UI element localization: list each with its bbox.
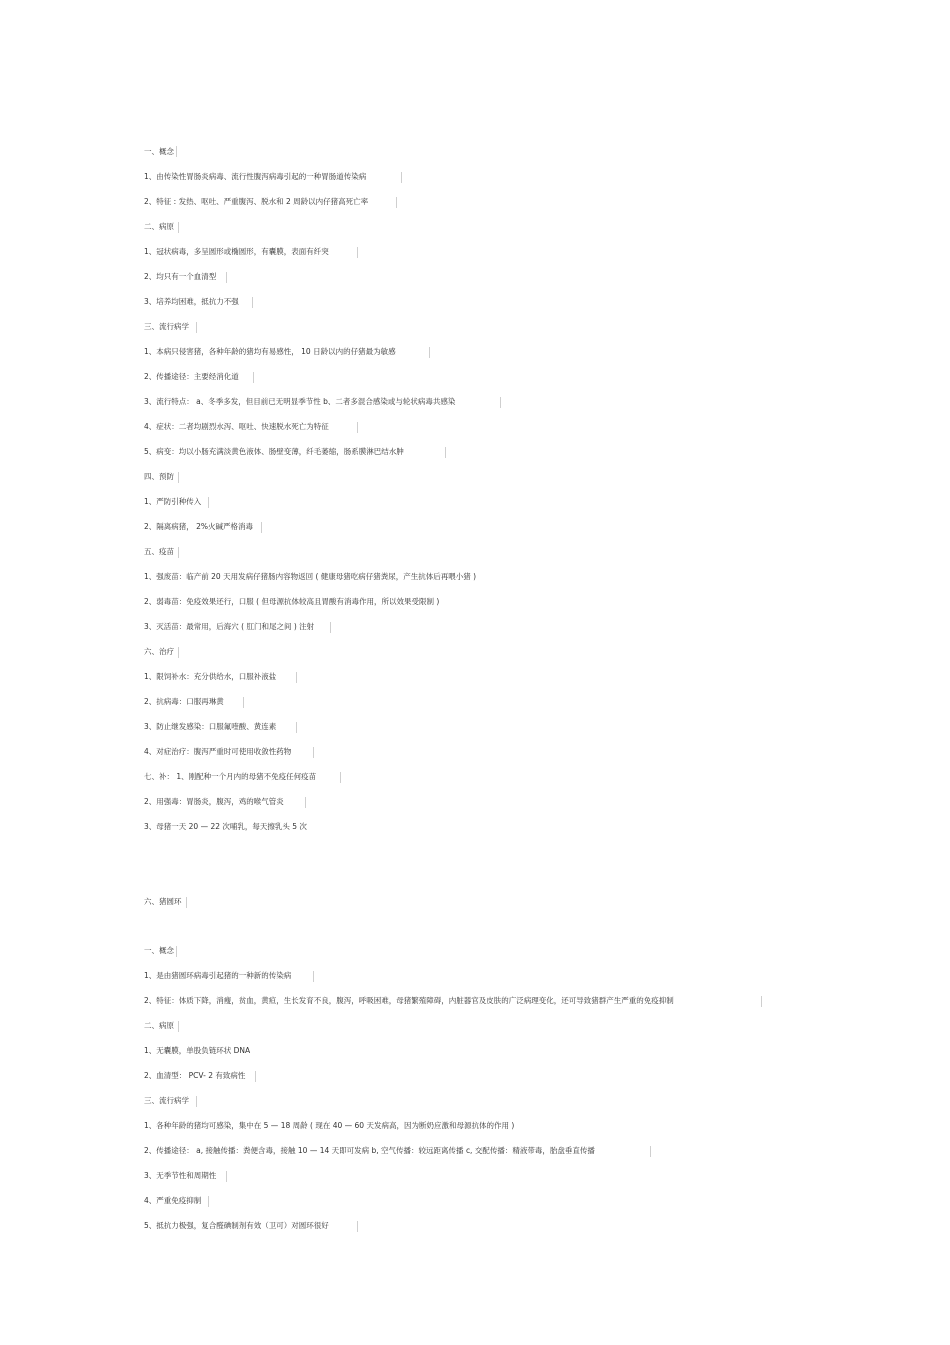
heading-concept: 一、概念 bbox=[144, 946, 174, 955]
text-line: 5、抵抗力极强，复合醛碘制剂有效（卫可）对圆环很好 bbox=[144, 1221, 329, 1230]
text-line: 3、防止继发感染：口服氟喹酸、黄连素 bbox=[144, 722, 277, 731]
text-cursor-mark bbox=[357, 247, 358, 258]
text-line: 2、传播途径：主要经消化道 bbox=[144, 372, 239, 381]
text-line: 2、用强毒：胃肠炎，腹泻，鸡的喉气管炎 bbox=[144, 797, 284, 806]
text-cursor-mark bbox=[208, 497, 209, 508]
text-cursor-mark bbox=[208, 1196, 209, 1207]
text-line: 2、抗病毒：口服再琳黄 bbox=[144, 697, 224, 706]
text-line: 4、症状：二者均剧烈水泻、呕吐、快速脱水死亡为特征 bbox=[144, 422, 329, 431]
text-cursor-mark bbox=[296, 722, 297, 733]
text-line: 1、各种年龄的猪均可感染，集中在 5 — 18 周龄 ( 现在 40 — 60 天发病高，因为断奶应激和母源抗体的作用 ) bbox=[144, 1121, 515, 1130]
text-line: 3、无季节性和周期性 bbox=[144, 1171, 217, 1180]
text-line: 2、血清型： PCV- 2 有致病性 bbox=[144, 1071, 246, 1080]
text-cursor-mark bbox=[313, 971, 314, 982]
text-line: 1、是由猪圆环病毒引起猪的一种新的传染病 bbox=[144, 971, 292, 980]
heading-treatment: 六、治疗 bbox=[144, 647, 174, 656]
text-line: 3、灭活苗：最常用，后海穴 ( 肛门和尾之间 ) 注射 bbox=[144, 622, 315, 631]
heading-pathogen: 二、病原 bbox=[144, 1021, 174, 1030]
text-line: 2、传播途径： a, 接触传播：粪便含毒，接触 10 — 14 天即可发病 b, 空气传播：较远距离传播 c, 交配传播：精液带毒，胎盘垂直传播 bbox=[144, 1146, 595, 1155]
text-cursor-mark bbox=[178, 547, 179, 558]
text-cursor-mark bbox=[196, 1096, 197, 1107]
section-title-porcine-circovirus: 六、猪圆环 bbox=[144, 897, 182, 906]
text-line: 4、严重免疫抑制 bbox=[144, 1196, 202, 1205]
text-line: 1、强废苗：临产前 20 天用发病仔猪肠内容物返回 ( 健康母猪吃病仔猪粪尿，产生抗体后再喂小猪 ) bbox=[144, 572, 477, 581]
heading-vaccine: 五、疫苗 bbox=[144, 547, 174, 556]
text-line: 2、隔离病猪， 2%火碱严格消毒 bbox=[144, 522, 254, 531]
text-cursor-mark bbox=[178, 472, 179, 483]
text-cursor-mark bbox=[445, 447, 446, 458]
text-cursor-mark bbox=[340, 772, 341, 783]
text-line: 1、本病只侵害猪，各种年龄的猪均有易感性， 10 日龄以内的仔猪最为敏感 bbox=[144, 347, 396, 356]
heading-pathogen: 二、病原 bbox=[144, 222, 174, 231]
text-cursor-mark bbox=[226, 272, 227, 283]
text-cursor-mark bbox=[650, 1146, 651, 1157]
text-cursor-mark bbox=[253, 372, 254, 383]
text-line: 3、流行特点： a、冬季多发，但目前已无明显季节性 b、二者多混合感染或与轮状病毒共感染 bbox=[144, 397, 456, 406]
text-cursor-mark bbox=[255, 1071, 256, 1082]
text-cursor-mark bbox=[401, 172, 402, 183]
text-cursor-mark bbox=[396, 197, 397, 208]
text-cursor-mark bbox=[357, 422, 358, 433]
heading-supplement: 七、补： 1、刚配种一个月内的母猪不免疫任何疫苗 bbox=[144, 772, 317, 781]
text-cursor-mark bbox=[178, 1021, 179, 1032]
text-line: 2、弱毒苗：免疫效果还行，口服 ( 但母源抗体较高且胃酸有消毒作用，所以效果受限制 ) bbox=[144, 597, 440, 606]
text-cursor-mark bbox=[761, 996, 762, 1007]
text-line: 2、特征：体质下降，消瘦，贫血，黄疸，生长发育不良，腹泻，呼吸困难，母猪繁殖障碍，内脏器官及皮肤的广泛病理变化，还可导致猪群产生严重的免疫抑制 bbox=[144, 996, 674, 1005]
text-cursor-mark bbox=[429, 347, 430, 358]
text-cursor-mark bbox=[186, 897, 187, 908]
heading-concept: 一、概念 bbox=[144, 147, 174, 156]
text-cursor-mark bbox=[252, 297, 253, 308]
text-line: 1、由传染性胃肠炎病毒、流行性腹泻病毒引起的一种胃肠道传染病 bbox=[144, 172, 367, 181]
text-line: 1、无囊膜，单股负链环状 DNA bbox=[144, 1046, 251, 1055]
text-cursor-mark bbox=[176, 946, 177, 957]
text-line: 2、均只有一个血清型 bbox=[144, 272, 217, 281]
text-line: 3、培养均困难，抵抗力不强 bbox=[144, 297, 239, 306]
text-line: 4、对症治疗：腹泻严重时可使用收敛性药物 bbox=[144, 747, 292, 756]
text-cursor-mark bbox=[226, 1171, 227, 1182]
heading-epidemiology: 三、流行病学 bbox=[144, 1096, 189, 1105]
text-line: 1、限饲补水：充分供给水，口服补液盐 bbox=[144, 672, 277, 681]
text-cursor-mark bbox=[500, 397, 501, 408]
text-cursor-mark bbox=[261, 522, 262, 533]
text-cursor-mark bbox=[176, 146, 177, 157]
text-cursor-mark bbox=[313, 747, 314, 758]
text-cursor-mark bbox=[330, 622, 331, 633]
text-cursor-mark bbox=[243, 697, 244, 708]
text-cursor-mark bbox=[296, 672, 297, 683]
text-line: 3、母猪一天 20 — 22 次哺乳，每天擦乳头 5 次 bbox=[144, 822, 307, 831]
text-cursor-mark bbox=[357, 1221, 358, 1232]
text-cursor-mark bbox=[305, 797, 306, 808]
text-line: 2、特征 : 发热、呕吐、严重腹泻、脱水和 2 周龄以内仔猪高死亡率 bbox=[144, 197, 369, 206]
heading-epidemiology: 三、流行病学 bbox=[144, 322, 189, 331]
text-line: 1、严防引种传入 bbox=[144, 497, 202, 506]
text-cursor-mark bbox=[178, 222, 179, 233]
text-cursor-mark bbox=[178, 647, 179, 658]
text-line: 1、冠状病毒，多呈圆形或椭圆形，有囊膜，表面有纤突 bbox=[144, 247, 329, 256]
text-cursor-mark bbox=[196, 322, 197, 333]
text-line: 5、病变：均以小肠充满淡黄色液体、肠壁变薄，纤毛萎缩，肠系膜淋巴结水肿 bbox=[144, 447, 404, 456]
heading-prevention: 四、预防 bbox=[144, 472, 174, 481]
